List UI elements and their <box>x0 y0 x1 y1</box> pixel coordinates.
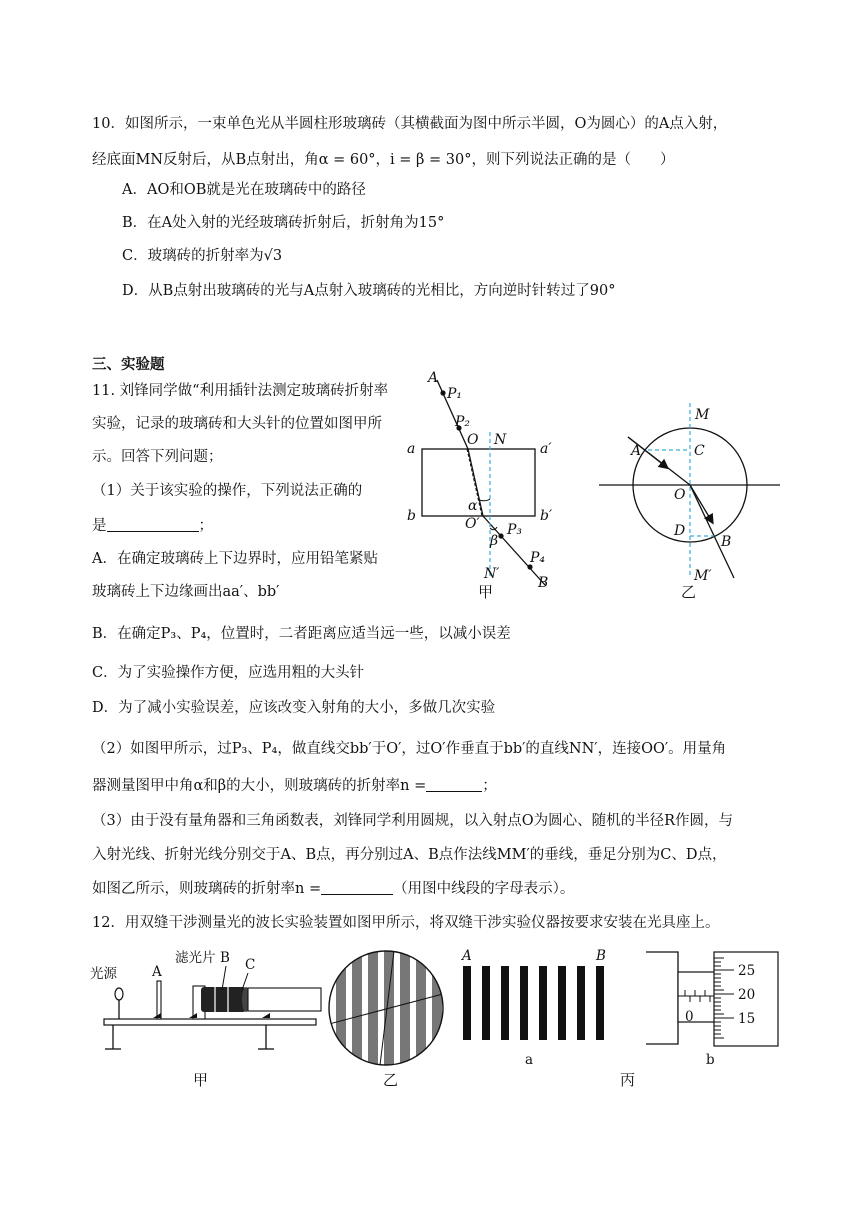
label-n: N <box>494 432 507 448</box>
label-sub-a: a <box>525 1052 534 1068</box>
tick-25: 25 <box>738 963 756 979</box>
label-b-fringe: B <box>596 948 606 964</box>
q11-sub2-text: 器测量图甲中角α和β的大小，则玻璃砖的折射率n = <box>92 778 427 794</box>
q11-intro-3: 示。回答下列问题； <box>92 449 223 465</box>
label-a-prime: a′ <box>540 441 552 457</box>
caption-jia: 甲 <box>478 583 494 601</box>
caption-yi-12: 乙 <box>383 1071 399 1089</box>
q10-line1: 10．如图所示，一束单色光从半圆柱形玻璃砖（其横截面为图中所示半圆，O为圆心）的A点入射， <box>92 116 728 132</box>
label-b-yi: B <box>721 534 732 550</box>
q11-sub1: （1）关于该实验的操作，下列说法正确的 <box>92 483 363 499</box>
q10-option-d: D．从B点射出玻璃砖的光与A点射入玻璃砖的光相比，方向逆时针转过了90° <box>122 283 616 299</box>
label-n-prime: N′ <box>484 566 500 582</box>
label-p1: P₁ <box>447 386 463 402</box>
tick-20: 20 <box>738 987 756 1003</box>
q12-line1: 12．用双缝干涉测量光的波长实验装置如图甲所示，将双缝干涉实验仪器按要求安装在光具座上。 <box>92 915 720 931</box>
q10-option-c: C．玻璃砖的折射率为√3 <box>122 248 283 264</box>
q10-option-b: B．在A处入射的光经玻璃砖折射后，折射角为15° <box>122 215 445 231</box>
label-m-prime: M′ <box>694 568 712 584</box>
label-a-app: A <box>152 964 162 980</box>
label-a-fringe: A <box>462 948 472 964</box>
q11-sub3-line1: （3）由于没有量角器和三角函数表，刘锋同学利用圆规，以入射点O为圆心、随机的半径R作圆，与 <box>92 813 734 829</box>
q11-sub3-end: （用图中线段的字母表示）。 <box>393 881 575 897</box>
tick-zero: 0 <box>685 1009 694 1025</box>
label-c-app: C <box>245 957 256 973</box>
q11-sub3-text: 如图乙所示，则玻璃砖的折射率n = <box>92 881 322 897</box>
label-sub-b: b <box>706 1052 715 1068</box>
label-b-app: B <box>220 950 230 966</box>
caption-yi: 乙 <box>681 583 697 601</box>
q11-sub2-line1: （2）如图甲所示，过P₃、P₄，做直线交bb′于O′，过O′作垂直于bb′的直线NN′，连接OO′。用量角 <box>92 741 727 757</box>
label-o-prime: O′ <box>465 516 480 532</box>
label-o: O <box>467 432 479 448</box>
label-a-left: a <box>407 441 416 457</box>
label-p3: P₃ <box>507 522 523 538</box>
label-o-yi: O <box>674 487 686 503</box>
label-p4: P₄ <box>530 550 546 566</box>
q11-option-d: D．为了减小实验误差，应该改变入射角的大小，多做几次实验 <box>92 700 496 716</box>
q11-sub2-end: ； <box>482 778 497 794</box>
label-c: C <box>694 443 705 459</box>
q11-option-b: B．在确定P₃、P₄，位置时，二者距离应适当远一些，以减小误差 <box>92 626 511 642</box>
label-alpha: α <box>468 498 478 514</box>
q11-option-a-2: 玻璃砖上下边缘画出aa′、bb′ <box>92 584 280 600</box>
label-beta: β <box>490 533 499 549</box>
label-p2: P₂ <box>455 414 471 430</box>
q10-option-a: A．AO和OB就是光在玻璃砖中的路径 <box>122 182 366 198</box>
label-d: D <box>674 523 686 539</box>
q11-sub1-tail: 是 <box>92 518 107 534</box>
label-a: A <box>428 370 439 386</box>
label-b: B <box>538 575 549 591</box>
label-filter: 滤光片 <box>175 950 216 966</box>
q10-line2: 经底面MN反射后，从B点射出，角α = 60°，i = β = 30°，则下列说法正确的是（ ） <box>92 152 675 168</box>
label-b-left: b <box>407 508 416 524</box>
label-source: 光源 <box>90 966 117 982</box>
q11-intro-2: 实验，记录的玻璃砖和大头针的位置如图甲所 <box>92 416 382 432</box>
label-a-yi: A <box>631 443 642 459</box>
q11-sub3-line2: 入射光线、折射光线分别交于A、B点，再分别过A、B点作法线MM′的垂线，垂足分别为C、D点， <box>92 847 727 863</box>
caption-jia-12: 甲 <box>193 1071 209 1089</box>
caption-bing: 丙 <box>620 1071 636 1089</box>
q11-option-c: C．为了实验操作方便，应选用粗的大头针 <box>92 665 365 681</box>
q11-intro-1: 11. 刘锋同学做“利用插针法测定玻璃砖折射率 <box>92 383 389 399</box>
label-b-prime: b′ <box>540 508 553 524</box>
label-m: M <box>695 407 710 423</box>
section-title: 三、实验题 <box>92 357 165 373</box>
tick-15: 15 <box>738 1011 756 1027</box>
q11-sub1-end: ； <box>198 518 213 534</box>
q11-option-a-1: A．在确定玻璃砖上下边界时，应用铅笔紧贴 <box>92 551 378 567</box>
